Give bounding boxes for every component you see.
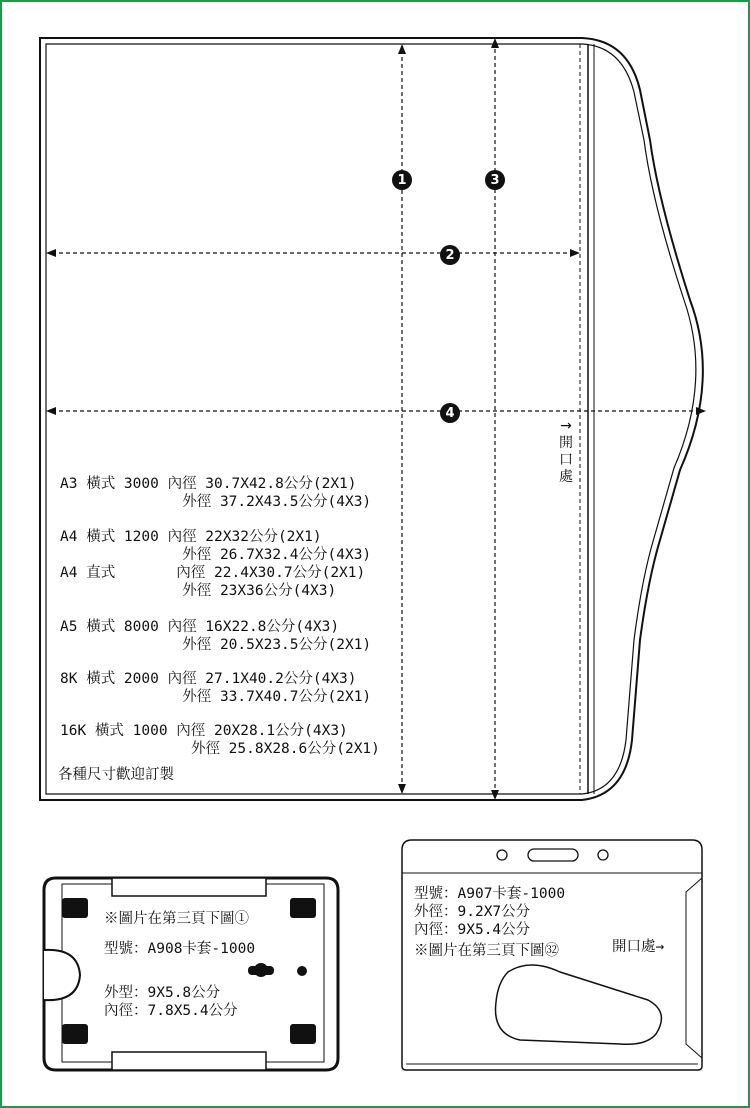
dimension-marker-2: 2 [440, 245, 460, 265]
dimension-marker-4: 4 [440, 403, 460, 423]
opening-char: 口 [559, 452, 573, 468]
spec-line: A3 橫式 3000 內徑 30.7X42.8公分(2X1) [60, 476, 357, 492]
opening-char: 處 [559, 469, 573, 485]
card-a907-model: 型號：A907卡套-1000 [414, 886, 566, 902]
card-a908-note: ※圖片在第三頁下圖① [104, 911, 249, 927]
size-spec-16k [60, 722, 380, 758]
card-a907-opening-label: 開口處→ [612, 939, 665, 955]
spec-line: 16K 橫式 1000 內徑 20X28.1公分(4X3) [60, 723, 348, 739]
card-a907-outer: 外徑：9.2X7公分 [414, 904, 531, 920]
spec-line: 外徑 25.8X28.6公分(2X1) [60, 741, 380, 757]
spec-line: 外徑 20.5X23.5公分(2X1) [60, 637, 372, 653]
card-a907-note: ※圖片在第三頁下圖㉜ [414, 943, 559, 959]
card-a908-model: 型號：A908卡套-1000 [104, 941, 256, 957]
card-a907-inner: 內徑：9X5.4公分 [414, 922, 531, 938]
spec-line: A4 直式 內徑 22.4X30.7公分(2X1) [60, 565, 366, 581]
opening-char: → [560, 418, 572, 434]
spec-line: A5 橫式 8000 內徑 16X22.8公分(4X3) [60, 619, 340, 635]
spec-line: 外徑 33.7X40.7公分(2X1) [60, 689, 372, 705]
size-spec-8k [60, 670, 371, 706]
spec-line: 外徑 23X36公分(4X3) [60, 583, 337, 599]
custom-order-note: 各種尺寸歡迎訂製 [58, 767, 174, 783]
spec-line: 8K 橫式 2000 內徑 27.1X40.2公分(4X3) [60, 671, 357, 687]
size-spec-a5 [60, 618, 371, 654]
opening-label-vertical [556, 418, 576, 486]
opening-char: 開 [559, 435, 573, 451]
card-a908-inner: 內徑：7.8X5.4公分 [104, 1003, 238, 1019]
spec-line: A4 橫式 1200 內徑 22X32公分(2X1) [60, 529, 322, 545]
size-spec-a4 [60, 528, 371, 600]
spec-line: 外徑 26.7X32.4公分(4X3) [60, 547, 372, 563]
dimension-marker-1: 1 [392, 170, 412, 190]
size-spec-a3 [60, 475, 371, 511]
dimension-marker-3: 3 [485, 170, 505, 190]
card-a908-outer: 外型：9X5.8公分 [104, 985, 221, 1001]
spec-line: 外徑 37.2X43.5公分(4X3) [60, 494, 372, 510]
